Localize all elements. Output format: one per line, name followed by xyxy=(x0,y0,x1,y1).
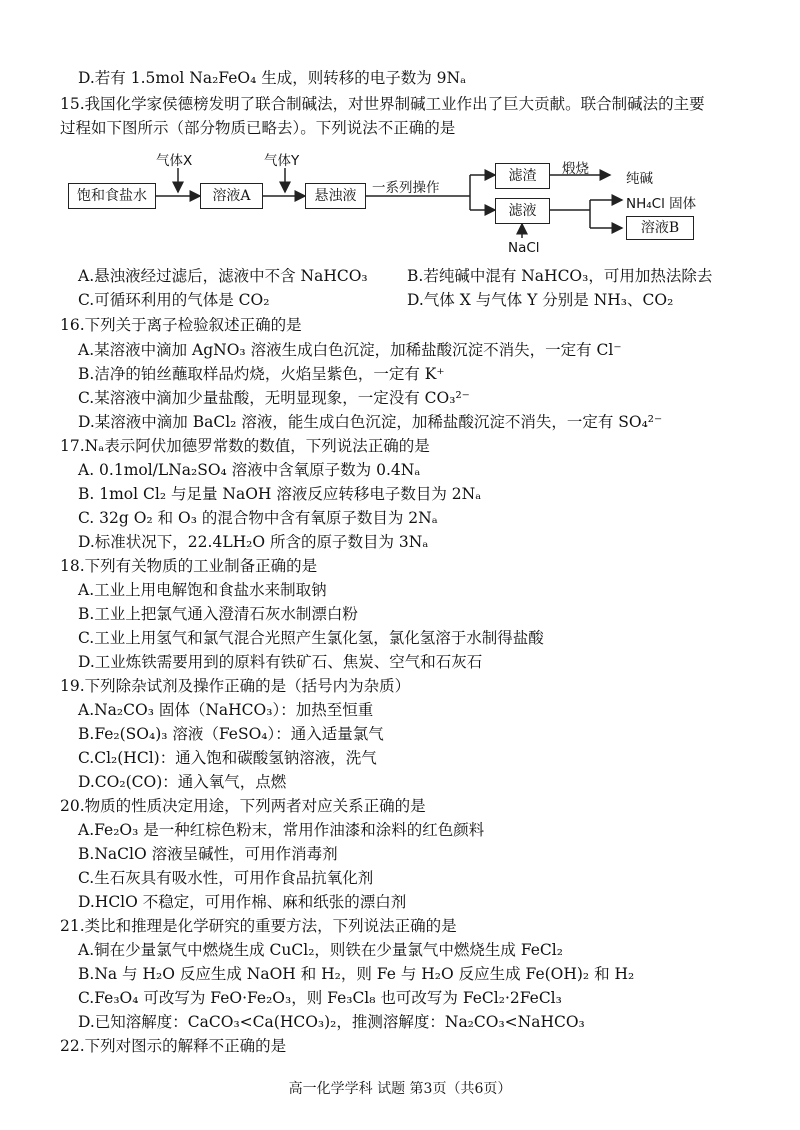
q17-option-b: B. 1mol Cl₂ 与足量 NaOH 溶液反应转移电子数目为 2Nₐ xyxy=(78,485,482,503)
box-filtrate: 滤液 xyxy=(495,198,550,224)
q20-stem: 20.物质的性质决定用途，下列两者对应关系正确的是 xyxy=(60,797,426,815)
q19-option-c: C.Cl₂(HCl)：通入饱和碳酸氢钠溶液，洗气 xyxy=(78,749,377,767)
q18-option-d: D.工业炼铁需要用到的原料有铁矿石、焦炭、空气和石灰石 xyxy=(78,653,483,671)
q19-option-b: B.Fe₂(SO₄)₃ 溶液（FeSO₄）：通入适量氯气 xyxy=(78,725,384,743)
q17-option-d: D.标准状况下，22.4LH₂O 所含的原子数目为 3Nₐ xyxy=(78,533,429,551)
q19-option-d: D.CO₂(CO)：通入氧气，点燃 xyxy=(78,773,287,791)
label-soda: 纯碱 xyxy=(626,171,653,187)
q17-option-c: C. 32g O₂ 和 O₃ 的混合物中含有氧原子数目为 2Nₐ xyxy=(78,509,438,527)
label-calcine: 煅烧 xyxy=(562,161,589,177)
q20-option-d: D.HClO 不稳定，可用作棉、麻和纸张的漂白剂 xyxy=(78,893,407,911)
q17-stem: 17.Nₐ表示阿伏加德罗常数的数值，下列说法正确的是 xyxy=(60,437,430,455)
q21-option-d: D.已知溶解度：CaCO₃<Ca(HCO₃)₂，推测溶解度：Na₂CO₃<NaHCO₃ xyxy=(78,1013,585,1031)
q20-option-b: B.NaClO 溶液呈碱性，可用作消毒剂 xyxy=(78,845,338,863)
q21-option-c: C.Fe₃O₄ 可改写为 FeO·Fe₂O₃，则 Fe₃Cl₈ 也可改写为 FeCl₂·2FeCl₃ xyxy=(78,989,562,1007)
q21-stem: 21.类比和推理是化学研究的重要方法，下列说法正确的是 xyxy=(60,917,457,935)
q19-option-a: A.Na₂CO₃ 固体（NaHCO₃）：加热至恒重 xyxy=(78,701,374,719)
label-nh4cl: NH₄Cl 固体 xyxy=(626,196,697,212)
box-brine: 饱和食盐水 xyxy=(68,183,156,209)
q20-option-a: A.Fe₂O₃ 是一种红棕色粉末，常用作油漆和涂料的红色颜料 xyxy=(78,821,485,839)
q15-option-b: B.若纯碱中混有 NaHCO₃，可用加热法除去 xyxy=(407,267,713,285)
q22-stem: 22.下列对图示的解释不正确的是 xyxy=(60,1037,287,1055)
label-gas-y: 气体Y xyxy=(264,153,300,169)
q19-stem: 19.下列除杂试剂及操作正确的是（括号内为杂质） xyxy=(60,677,411,695)
label-nacl: NaCl xyxy=(508,240,540,256)
box-solution-a: 溶液A xyxy=(200,183,263,209)
q16-option-d: D.某溶液中滴加 BaCl₂ 溶液，能生成白色沉淀，加稀盐酸沉淀不消失，一定有 SO₄²⁻ xyxy=(78,413,663,431)
q16-option-a: A.某溶液中滴加 AgNO₃ 溶液生成白色沉淀，加稀盐酸沉淀不消失，一定有 Cl⁻ xyxy=(78,341,622,359)
q20-option-c: C.生石灰具有吸水性，可用作食品抗氧化剂 xyxy=(78,869,374,887)
q18-stem: 18.下列有关物质的工业制备正确的是 xyxy=(60,557,318,575)
q14-option-d: D.若有 1.5mol Na₂FeO₄ 生成，则转移的电子数为 9Nₐ xyxy=(78,69,467,87)
label-operations: 一系列操作 xyxy=(372,180,440,196)
q15-stem-line2: 过程如下图所示（部分物质已略去）。下列说法不正确的是 xyxy=(60,119,456,137)
q21-option-b: B.Na 与 H₂O 反应生成 NaOH 和 H₂，则 Fe 与 H₂O 反应生成 Fe(OH)₂ 和 H₂ xyxy=(78,965,635,983)
q15-option-a: A.悬浊液经过滤后，滤液中不含 NaHCO₃ xyxy=(78,267,368,285)
q18-option-a: A.工业上用电解饱和食盐水来制取钠 xyxy=(78,581,327,599)
box-suspension: 悬浊液 xyxy=(305,183,366,209)
box-solution-b: 溶液B xyxy=(626,216,694,240)
q16-option-b: B.洁净的铂丝蘸取样品灼烧，火焰呈紫色，一定有 K⁺ xyxy=(78,365,445,383)
q16-stem: 16.下列关于离子检验叙述正确的是 xyxy=(60,316,302,334)
q17-option-a: A. 0.1mol/LNa₂SO₄ 溶液中含氧原子数为 0.4Nₐ xyxy=(78,461,421,479)
q18-option-b: B.工业上把氯气通入澄清石灰水制漂白粉 xyxy=(78,605,358,623)
q16-option-c: C.某溶液中滴加少量盐酸，无明显现象，一定没有 CO₃²⁻ xyxy=(78,389,470,407)
q15-option-d: D.气体 X 与气体 Y 分别是 NH₃、CO₂ xyxy=(407,291,674,309)
label-gas-x: 气体X xyxy=(156,153,193,169)
page-footer: 高一化学学科 试题 第3页（共6页） xyxy=(288,1081,512,1097)
box-residue: 滤渣 xyxy=(495,163,550,189)
q18-option-c: C.工业上用氢气和氯气混合光照产生氯化氢，氯化氢溶于水制得盐酸 xyxy=(78,629,544,647)
q15-option-c: C.可循环利用的气体是 CO₂ xyxy=(78,291,270,309)
q15-stem-line1: 15.我国化学家侯德榜发明了联合制碱法，对世界制碱工业作出了巨大贡献。联合制碱法的主要 xyxy=(60,95,705,113)
q21-option-a: A.铜在少量氯气中燃烧生成 CuCl₂，则铁在少量氯气中燃烧生成 FeCl₂ xyxy=(78,941,563,959)
